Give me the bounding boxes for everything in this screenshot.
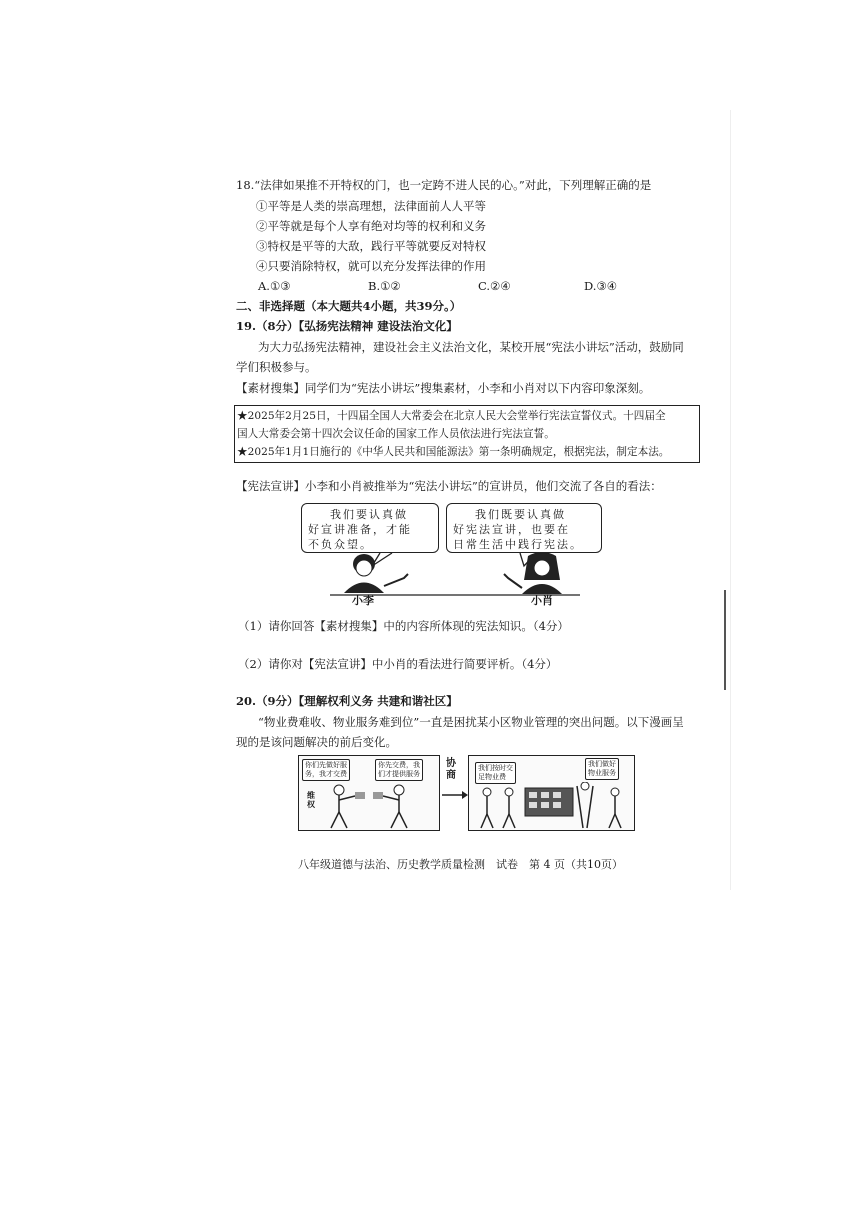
q20-intro-1: “物业费难收、物业服务难到位”一直是困扰某小区物业管理的突出问题。以下漫画呈 <box>258 715 684 729</box>
q19-lecture-head: 【宪法宣讲】小李和小肖被推举为“宪法小讲坛”的宣讲员，他们交流了各自的看法： <box>236 479 662 493</box>
comic-bubble-residents-pay: 我们按时交 足物业费 <box>475 762 516 784</box>
xiaoxiao-figure <box>504 552 562 594</box>
q19-intro-2: 学们积极参与。 <box>236 360 317 374</box>
comic-panel-before <box>298 755 440 831</box>
material-line-2: 国人大常委会第十四次会议任命的国家工作人员依法进行宪法宣誓。 <box>237 428 555 440</box>
comic-bubble-resident: 你们先做好服 务，我才交费 <box>302 759 350 781</box>
bubble-tail-left <box>372 553 392 566</box>
comic-figures-before <box>319 782 437 830</box>
material-line-3: ★2025年1月1日施行的《中华人民共和国能源法》第一条明确规定，根据宪法，制定本法。 <box>237 446 670 458</box>
q18-stem: 18.“法律如果推不开特权的门，也一定跨不进人民的心。”对此，下列理解正确的是 <box>236 178 652 192</box>
q18-option-d: D.③④ <box>584 279 618 293</box>
q18-option-c: C.②④ <box>478 279 511 293</box>
q20-comic <box>298 755 635 831</box>
scan-edge <box>730 110 731 890</box>
q19-head: 19.（8分）【弘扬宪法精神 建设法治文化】 <box>236 319 458 333</box>
q19-sub-1: （1）请你回答【素材搜集】中的内容所体现的宪法知识。（4分） <box>238 619 569 633</box>
bubble-xiaoli: 我们要认真做 好宣讲准备，才能 不负众望。 <box>301 503 439 553</box>
q19-material-box <box>234 405 700 463</box>
q19-sub-2: （2）请你对【宪法宣讲】中小肖的看法进行简要评析。（4分） <box>238 657 558 671</box>
label-xiaoli: 小李 <box>352 594 374 607</box>
section-2-title: 二、非选择题（本大题共4小题，共39分。） <box>236 299 462 313</box>
bubble-xiaoxiao: 我们既要认真做 好宪法宣讲，也要在 日常生活中践行宪法。 <box>446 503 602 553</box>
q18-option-a: A.①③ <box>258 279 291 293</box>
q18-item-3: ③特权是平等的大敌，践行平等就要反对特权 <box>256 239 486 253</box>
q18-item-1: ①平等是人类的崇高理想，法律面前人人平等 <box>256 199 486 213</box>
comic-figures-after <box>473 782 633 830</box>
q18-item-2: ②平等就是每个人享有绝对均等的权利和义务 <box>256 219 486 233</box>
speakers-illustration <box>300 548 610 604</box>
q18-item-4: ④只要消除特权，就可以充分发挥法律的作用 <box>256 259 486 273</box>
q20-intro-2: 现的是该问题解决的前后变化。 <box>236 735 397 749</box>
comic-bubble-property: 你先交费，我 们才提供服务 <box>375 759 423 781</box>
comic-label-weiquan: 维 权 <box>307 790 315 809</box>
q20-head: 20.（9分）【理解权利义务 共建和谐社区】 <box>236 694 458 708</box>
comic-panel-after <box>468 755 635 831</box>
scan-edge-mark <box>724 590 726 690</box>
comic-label-xieshang: 协 商 <box>446 758 456 781</box>
q19-intro-1: 为大力弘扬宪法精神，建设社会主义法治文化，某校开展“宪法小讲坛”活动，鼓励同 <box>258 340 684 354</box>
page-footer: 八年级道德与法治、历史教学质量检测 试卷 第 4 页（共10页） <box>298 858 623 871</box>
label-xiaoxiao: 小肖 <box>531 594 553 607</box>
comic-bubble-property-serve: 我们做好 物业服务 <box>585 758 619 780</box>
q18-option-b: B.①② <box>368 279 401 293</box>
q19-material-head: 【素材搜集】同学们为“宪法小讲坛”搜集素材，小李和小肖对以下内容印象深刻。 <box>236 381 651 395</box>
material-line-1: ★2025年2月25日，十四届全国人大常委会在北京人民大会堂举行宪法宣誓仪式。十四届全 <box>237 410 666 422</box>
